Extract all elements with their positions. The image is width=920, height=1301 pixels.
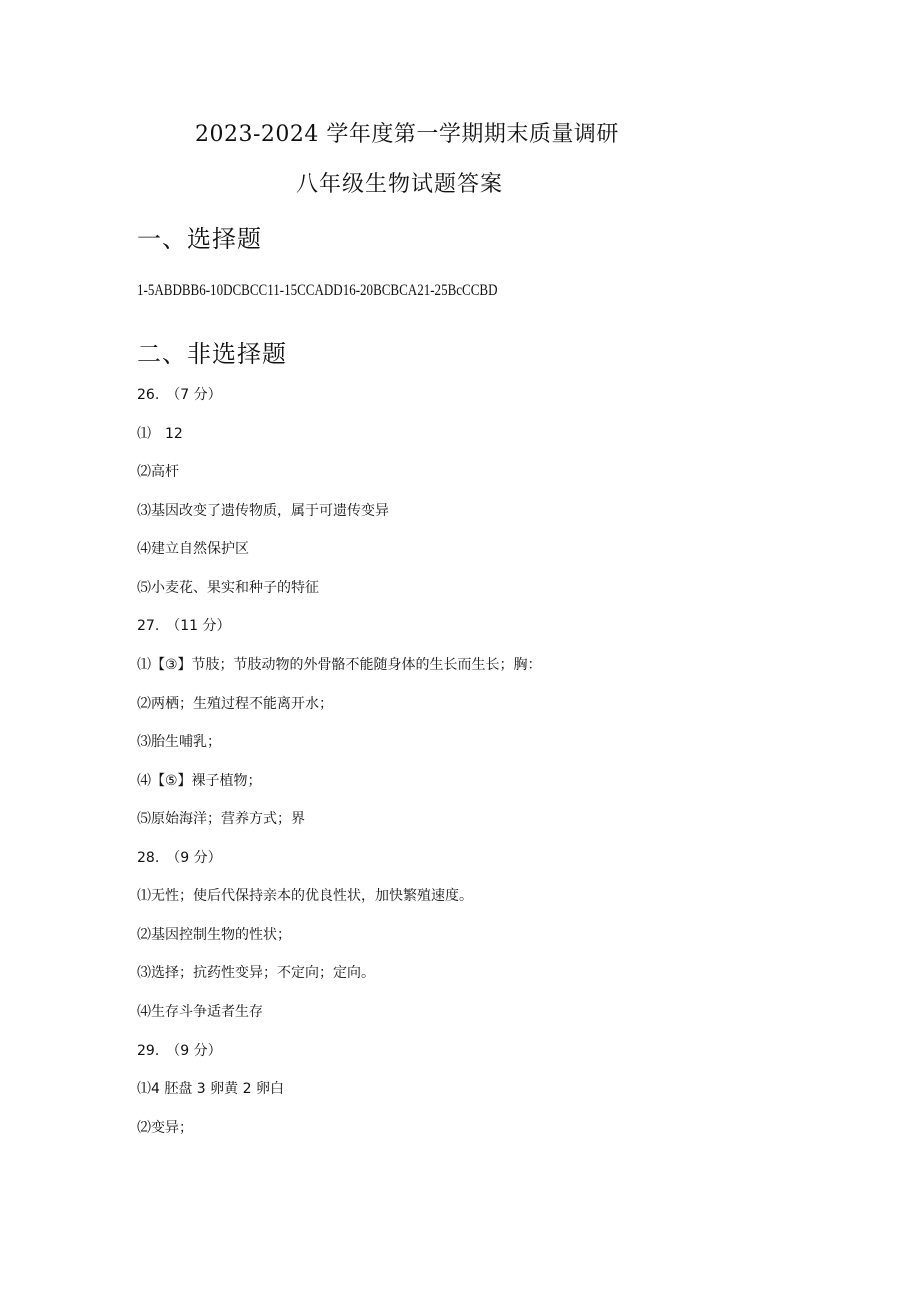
- section-heading-non-multiple-choice: 二、非选择题: [137, 340, 287, 368]
- document-title: 2023-2024 学年度第一学期期末质量调研: [195, 122, 619, 147]
- answer-line: ⑶选择；抗药性变异；不定向；定向。: [137, 965, 375, 981]
- answer-line: ⑴ 12: [137, 426, 183, 442]
- question-27-header: 27. （11 分）: [137, 618, 231, 634]
- question-29-header: 29. （9 分）: [137, 1043, 222, 1059]
- answer-line: ⑵两栖；生殖过程不能离开水；: [137, 696, 333, 712]
- answer-line: ⑸原始海洋；营养方式；界: [137, 811, 305, 827]
- question-26-header: 26. （7 分）: [137, 387, 222, 403]
- answer-line: ⑸小麦花、果实和种子的特征: [137, 580, 319, 596]
- answer-line: ⑷生存斗争适者生存: [137, 1004, 263, 1020]
- answer-line: ⑴无性；使后代保持亲本的优良性状，加快繁殖速度。: [137, 888, 473, 904]
- answer-line: ⑴【③】节肢；节肢动物的外骨骼不能随身体的生长而生长；胸：: [137, 657, 542, 673]
- answer-line: ⑵变异；: [137, 1120, 193, 1136]
- section-heading-multiple-choice: 一、选择题: [137, 225, 262, 253]
- answer-line: ⑵高杆: [137, 464, 179, 480]
- answer-line: ⑴4 胚盘 3 卵黄 2 卵白: [137, 1081, 284, 1097]
- answer-line: ⑶基因改变了遗传物质，属于可遗传变异: [137, 503, 389, 519]
- multiple-choice-answers: 1-5ABDBB6-10DCBCC11-15CCADD16-20BCBCA21-25BcCCBD: [137, 282, 498, 299]
- document-subtitle: 八年级生物试题答案: [296, 172, 504, 197]
- question-28-header: 28. （9 分）: [137, 850, 222, 866]
- answer-line: ⑶胎生哺乳；: [137, 734, 221, 750]
- answer-line: ⑵基因控制生物的性状；: [137, 927, 291, 943]
- answer-line: ⑷建立自然保护区: [137, 541, 249, 557]
- answer-line: ⑷【⑤】裸子植物；: [137, 773, 262, 789]
